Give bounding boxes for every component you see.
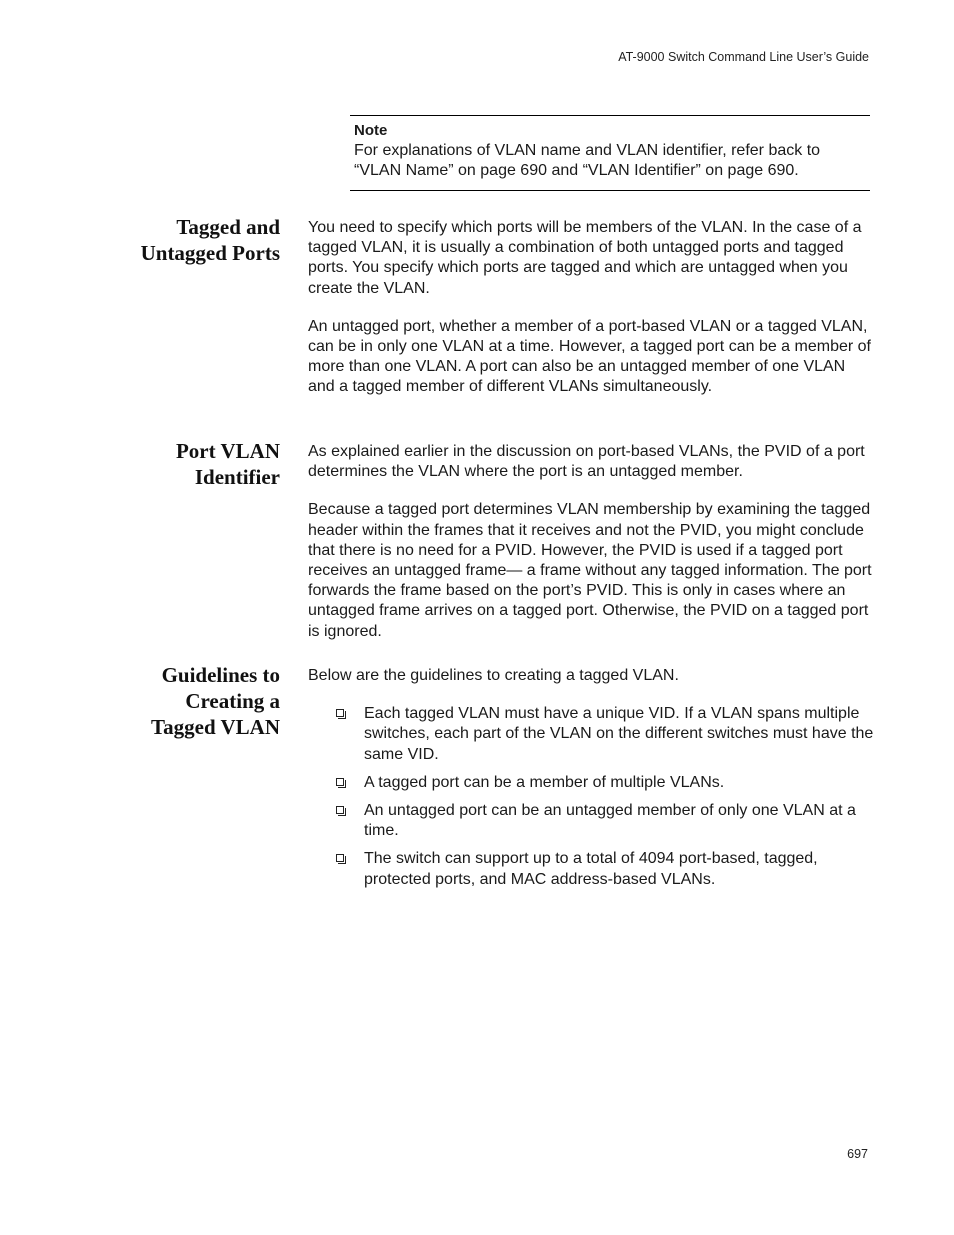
paragraph: As explained earlier in the discussion on port-based VLANs, the PVID of a port determines the VLAN where the port is an untagged member. (308, 443, 865, 481)
section-title-line: Identifier (194, 465, 280, 489)
section-body (308, 218, 874, 416)
list-item-text: An untagged port can be an untagged member of only one VLAN at a time. (364, 802, 856, 840)
running-header: AT-9000 Switch Command Line User’s Guide (618, 50, 869, 64)
note-title: Note (354, 122, 388, 139)
section-title-line: Port VLAN (175, 439, 280, 463)
paragraph: An untagged port, whether a member of a port-based VLAN or a tagged VLAN, can be in only one VLAN at a time. However, a tagged port can be a member of more than one VLAN. A port can also be an untagged member of one VLAN and a tagged member of different VLANs simultaneously. (308, 317, 871, 396)
section-body (308, 666, 874, 898)
section-body (308, 442, 874, 660)
checkbox-bullet-icon (336, 854, 344, 862)
list-item-text: A tagged port can be a member of multiple VLANs. (364, 773, 725, 791)
checkbox-bullet-icon (336, 709, 344, 717)
note-box (350, 115, 870, 191)
section-title-line: Tagged and (176, 215, 280, 239)
checkbox-bullet-icon (336, 778, 344, 786)
paragraph: Below are the guidelines to creating a tagged VLAN. (308, 667, 679, 684)
section-title-line: Creating a (185, 689, 280, 713)
note-text: For explanations of VLAN name and VLAN identifier, refer back to “VLAN Name” on page 690 and “VLAN Identifier” on page 690. (354, 142, 821, 179)
page-number: 697 (847, 1147, 868, 1161)
section-title (80, 438, 280, 490)
list-item-text: Each tagged VLAN must have a unique VID. If a VLAN spans multiple switches, each part of the VLAN on the different switches must have the same VID. (364, 705, 874, 763)
section-title-line: Untagged Ports (140, 241, 280, 265)
section-title (80, 214, 280, 266)
checkbox-bullet-icon (336, 806, 344, 814)
section-title-line: Tagged VLAN (151, 715, 280, 739)
paragraph: Because a tagged port determines VLAN membership by examining the tagged header within the frames that it receives and not the PVID, you might conclude that there is no need for a PVID. However, the PVID is used if a tagged port receives an untagged frame— a frame without any tagged information. The port forwards the frame based on the port’s PVID. This is only in cases where an untagged frame arrives on a tagged port. Otherwise, the PVID on a tagged port is ignored. (308, 501, 872, 640)
paragraph: You need to specify which ports will be members of the VLAN. In the case of a tagged VLAN, it is usually a combination of both untagged ports and tagged ports. You specify which ports are tagged and which are untagged when you create the VLAN. (308, 219, 862, 297)
list-item-text: The switch can support up to a total of 4094 port-based, tagged, protected ports, and MAC address-based VLANs. (364, 850, 818, 888)
section-title (80, 662, 280, 740)
list-item (336, 773, 874, 793)
list-item (336, 704, 874, 765)
section-title-line: Guidelines to (161, 663, 280, 687)
list-item (336, 849, 874, 889)
list-item (336, 801, 874, 841)
guidelines-list (308, 704, 874, 890)
